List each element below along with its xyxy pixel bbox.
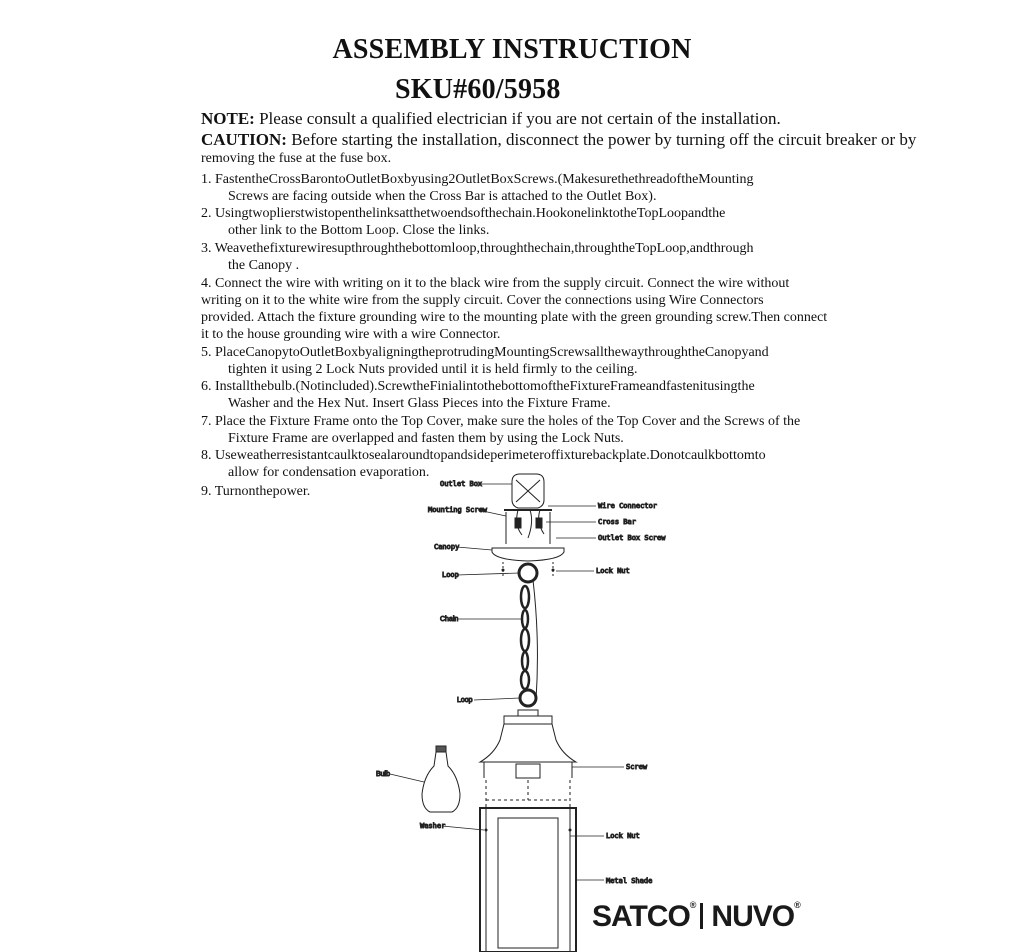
step-4: 4. Connect the wire with writing on it to the black wire from the supply circuit. Connect the wire without writing on it to the white wire from the supply circuit. Cover the connections using Wire Connectors provided. Attach the fixture grounding wire to the mounting plate with the green grounding screw.Then connect it to the house grounding wire with a wire Connector. <box>201 276 828 342</box>
logo-satco: SATCO <box>592 900 690 933</box>
label-loop-bottom: Loop <box>457 697 473 704</box>
step-3: 3. Weavethefixturewiresupthroughthebottomloop,throughthechain,throughtheTopLoop,andthrough the Canopy . <box>201 241 754 273</box>
caution-label: CAUTION: <box>201 130 287 149</box>
step-5: 5. PlaceCanopytoOutletBoxbyaligningtheprotrudingMountingScrewsallthewaythroughtheCanopyand tighten it using 2 Lock Nuts provided until it is held firmly to the ceiling. <box>201 345 769 377</box>
step-2: 2. Usingtwoplierstwistopenthelinksatthetwoendsofthechain.HookonelinktotheTopLoopandthe other link to the Bottom Loop. Close the links. <box>201 206 726 238</box>
caution-continuation: removing the fuse at the fuse box. <box>201 151 392 166</box>
note-text: Please consult a qualified electrician if you are not certain of the installation. <box>254 109 781 128</box>
logo-nuvo: NUVO <box>711 900 795 933</box>
chain-drawing <box>521 586 529 689</box>
bulb-drawing <box>422 746 460 812</box>
label-mounting-screw: Mounting Screw <box>428 506 488 514</box>
logo-separator <box>700 903 703 929</box>
label-cross-bar: Cross Bar <box>598 518 636 526</box>
brand-logo: SATCO® NUVO® <box>592 900 801 933</box>
step-7: 7. Place the Fixture Frame onto the Top Cover, make sure the holes of the Top Cover and the Screws of the Fixture Frame are overlapped and fasten them by using the Lock Nuts. <box>201 414 801 446</box>
bottom-loop-drawing <box>520 690 536 706</box>
step-9: 9. Turnonthepower. <box>201 484 311 499</box>
label-lock-nut-top: Lock Nut <box>596 567 630 575</box>
top-loop-drawing <box>519 564 537 582</box>
label-bulb: Bulb <box>376 771 391 778</box>
mounting-hardware-drawing <box>506 510 550 544</box>
label-screw: Screw <box>626 763 648 771</box>
note-label: NOTE: <box>201 109 255 128</box>
leader-lines <box>390 484 624 880</box>
sku-number: SKU#60/5958 <box>395 74 561 105</box>
label-outlet-box-screw: Outlet Box Screw <box>598 534 666 542</box>
label-loop-top: Loop <box>442 571 459 579</box>
step-8: 8. Useweatherresistantcaulktosealaroundtopandsideperimeteroffixturebackplate.Donotcaulkbottomto allow for condensation evaporation. <box>201 448 766 480</box>
label-chain: Chain <box>440 616 459 623</box>
label-outlet-box: Outlet Box <box>440 480 483 488</box>
canopy-drawing <box>492 548 564 561</box>
fixture-frame-drawing <box>480 808 576 952</box>
label-lock-nut-bottom: Lock Nut <box>606 832 640 840</box>
label-wire-connector: Wire Connector <box>598 502 658 510</box>
label-canopy: Canopy <box>434 543 460 551</box>
outlet-box-drawing <box>504 474 552 510</box>
step-6: 6. Installthebulb.(Notincluded).ScrewtheFinialintothebottomoftheFixtureFrameandfastenitusingthe Washer and the Hex Nut. Insert Glass Pieces into the Fixture Frame. <box>201 379 755 411</box>
document-title: ASSEMBLY INSTRUCTION <box>332 34 692 65</box>
top-cover-drawing <box>480 710 576 778</box>
label-metal-shade: Metal Shade <box>606 877 653 885</box>
label-washer: Washer <box>420 822 446 830</box>
caution-text: Before starting the installation, disconnect the power by turning off the circuit breaker or by <box>286 130 917 149</box>
step-1: 1. FastentheCrossBarontoOutletBoxbyusing2OutletBoxScrews.(MakesurethethreadoftheMounting Screws are facing outside when the Cross Bar is attached to the Outlet Box). <box>201 172 754 204</box>
